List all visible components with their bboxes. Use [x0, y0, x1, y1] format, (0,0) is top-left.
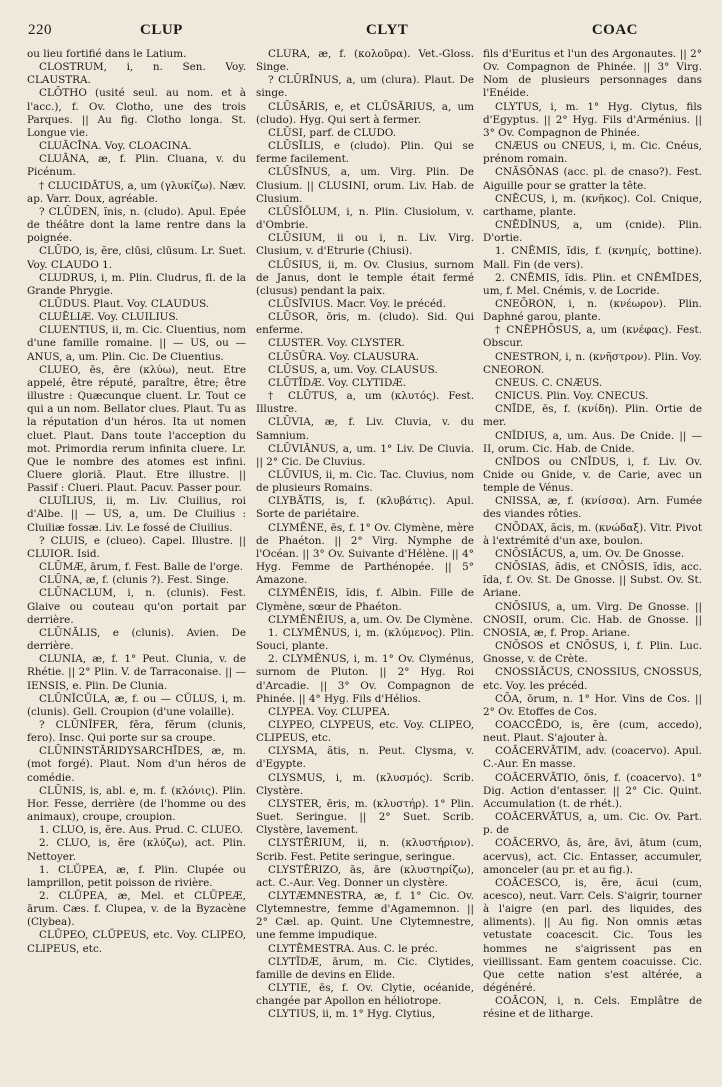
dictionary-entry: CLŪDUS. Plaut. Voy. CLAUDUS.: [39, 297, 210, 310]
dictionary-entry: CLŪVIĀNUS, a, um. 1° Liv. De Cluvia. || 2° Cic. De Cluvius.: [256, 442, 474, 468]
dictionary-entry: CLUĪLIUS, ii, m. Liv. Cluilius, roi d'Albe. || — US, a, um. De Cluilius : Cluiliæ fossæ. Liv. Le fossé de Cluilius.: [27, 495, 246, 534]
dictionary-entry: CNEŌRON, i, n. (κνέωρον). Plin. Daphné garou, plante.: [483, 297, 702, 324]
dictionary-entry: CLŪNĬCŬLA, æ, f. ou — CŬLUS, i, m. (clunis). Gell. Croupion (d'une volaille).: [27, 692, 246, 718]
dictionary-entry: CNŌDAX, ăcis, m. (κνώδαξ). Vitr. Pivot à l'extrémité d'un axe, boulon.: [483, 521, 702, 547]
dictionary-entry: CNŌSOS et CNŌSUS, i, f. Plin. Luc. Gnosse, v. de Crète.: [483, 640, 702, 666]
dictionary-entry: 2. CLUO, is, ĕre (κλύζω), act. Plin. Nettoyer.: [27, 837, 246, 863]
dictionary-entry: CLYTĬDÆ, ārum, m. Cic. Clytides, famille de devins en Elide.: [256, 955, 474, 981]
dictionary-entry: CLŪSĪVIUS. Macr. Voy. le précéd.: [268, 297, 446, 310]
dictionary-entry: CNOSSIĂCUS, CNOSSIUS, CNOSSUS, etc. Voy. les précéd.: [483, 666, 702, 692]
dictionary-entry: CNĬDIUS, a, um. Aus. De Cnide. || — II, orum. Cic. Hab. de Cnide.: [483, 429, 702, 455]
dictionary-entry: CLYSTĒRIZO, ās, āre (κλυστηρίζω), act. C.-Aur. Veg. Donner un clystère.: [256, 863, 474, 889]
dictionary-entry: CLŪSŪRA. Voy. CLAUSURA.: [268, 350, 419, 363]
dictionary-entry: CNISSA, æ, f. (κνίσσα). Arn. Fumée des viandes rôties.: [483, 495, 702, 521]
dictionary-entry: CLUSTER. Voy. CLYSTER.: [268, 337, 405, 350]
dictionary-entry: CNŌSIAS, ădis, et CNŌSIS, ĭdis, acc. ĭda, f. Ov. St. De Gnosse. || Subst. Ov. St. Ariane.: [483, 561, 702, 600]
dictionary-entry: CLUENTIUS, ii, m. Cic. Cluentius, nom d'une famille romaine. || — US, ou — ANUS, a, um. Plin. Cic. De Cluentius.: [27, 324, 246, 363]
dictionary-entry: CLYPEA. Voy. CLUPEA.: [268, 705, 391, 718]
dictionary-entry: CLŬPEO, CLŬPEUS, etc. Voy. CLIPEO, CLIPEUS, etc.: [27, 929, 246, 955]
dictionary-entry: CLYTÆMNESTRA, æ, f. 1° Cic. Ov. Clytemnestre, femme d'Agamemnon. || 2° Cæl. ap. Quint. Une Clytemnestre, une femme impudique.: [256, 890, 474, 942]
dictionary-entry: CLYPEO, CLYPEUS, etc. Voy. CLIPEO, CLIPEUS, etc.: [256, 718, 474, 745]
dictionary-entry: CNĂSŌNAS (acc. pl. de cnaso?). Fest. Aiguille pour se gratter la tête.: [483, 166, 702, 192]
column-3: [483, 48, 702, 1068]
dictionary-entry: CLŪVIUS, ii, m. Cic. Tac. Cluvius, nom de plusieurs Romains.: [256, 469, 474, 495]
dictionary-entry: † CNĒPHŌSUS, a, um (κνέφας). Fest. Obscur.: [483, 324, 702, 350]
dictionary-entry: CLŪDO, is, ĕre, clūsi, clūsum. Lr. Suet. Voy. CLAUDO 1.: [27, 245, 246, 271]
dictionary-entry: ? CLŪDEN, ĭnis, n. (cludo). Apul. Epée de théâtre dont la lame rentre dans la poignée.: [27, 205, 246, 245]
dictionary-entry: COACCĒDO, is, ĕre (cum, accedo), neut. Plaut. S'ajouter à.: [483, 718, 702, 745]
dictionary-entry: CNĪDE, ēs, f. (κνίδη). Plin. Ortie de mer.: [483, 403, 702, 429]
dictionary-entry: ou lieu fortifié dans le Latium.: [27, 48, 187, 60]
dictionary-entry: 1. CLŬPEA, æ, f. Plin. Clupée ou lamprillon, petit poisson de rivière.: [27, 863, 246, 889]
dictionary-entry: CLŪMÆ, ārum, f. Fest. Balle de l'orge.: [39, 561, 244, 574]
column-2: [256, 48, 474, 1068]
dictionary-entry: CLŪNĀLIS, e (clunis). Avien. De derrière.: [27, 626, 246, 653]
dictionary-entry: CNÆUS ou CNEUS, i, m. Cic. Cnéus, prénom romain.: [483, 140, 702, 166]
dictionary-entry: CLŪNA, æ, f. (clunis ?). Fest. Singe.: [39, 574, 230, 587]
dictionary-entry: CLYTIE, ēs, f. Ov. Clytie, océanide, changée par Apollon en héliotrope.: [256, 982, 474, 1008]
dictionary-entry: CLYBĂTIS, is, f. (κλυβάτις). Apul. Sorte de pariétaire.: [256, 495, 474, 521]
dictionary-entry: CLŪSIUS, ii, m. Ov. Clusius, surnom de Janus, dont le temple était fermé (clusus) pendant la paix.: [256, 258, 474, 297]
dictionary-entry: 1. CLYMĔNUS, i, m. (κλύμενος). Plin. Souci, plante.: [256, 626, 474, 653]
dictionary-entry: CLYMĔNĒIUS, a, um. Ov. De Clymène.: [268, 613, 473, 626]
dictionary-entry: CLŪSĬŎLUM, i, n. Plin. Clusiolum, v. d'Ombrie.: [256, 205, 474, 232]
dictionary-entry: CLYSTĒRIUM, ii, n. (κλυστήριον). Scrib. Fest. Petite seringue, seringue.: [256, 837, 474, 863]
dictionary-entry: CLYMĔNE, ēs, f. 1° Ov. Clymène, mère de Phaéton. || 2° Virg. Nymphe de l'Océan. || 3° Ov. Suivante d'Hélène. || 4° Hyg. Femme de Parthénopée. || 5° Amazone.: [256, 521, 474, 587]
dictionary-entry: fils d'Euritus et l'un des Argonautes. || 2° Ov. Compagnon de Phinée. || 3° Virg. Nom de plusieurs personnages dans l'Enéide.: [483, 48, 702, 100]
dictionary-entry: CNĒDĬNUS, a, um (cnide). Plin. D'ortie.: [483, 219, 702, 245]
dictionary-entry: CLYTIUS, ii, m. 1° Hyg. Clytius,: [268, 1008, 436, 1021]
dictionary-entry: COĀCERVĀTIM, adv. (coacervo). Apul. C.-Aur. En masse.: [483, 745, 702, 771]
running-head-center: CLYT: [366, 22, 409, 38]
dictionary-entry: CLŪSIUM, ii ou i, n. Liv. Virg. Clusium, v. d'Etrurie (Chiusi).: [256, 232, 474, 258]
dictionary-entry: CLYSMUS, i, m. (κλυσμός). Scrib. Clystère.: [256, 771, 474, 797]
dictionary-entry: CLŪSĀRIS, e, et CLŪSĀRIUS, a, um (cludo). Hyg. Qui sert à fermer.: [256, 100, 474, 126]
page-number: 220: [28, 22, 52, 38]
running-head-left: CLUP: [140, 22, 183, 38]
dictionary-entry: COĀCERVO, ās, āre, āvi, ātum (cum, acervus), act. Cic. Entasser, accumuler, amonceler (au pr. et au fig.).: [483, 837, 702, 876]
page-header: [28, 22, 700, 42]
dictionary-entry: CLYTUS, i, m. 1° Hyg. Clytus, fils d'Egyptus. || 2° Hyg. Fils d'Arménius. || 3° Ov. Compagnon de Phinée.: [483, 100, 702, 139]
dictionary-entry: COĀCESCO, is, ĕre, ăcui (cum, acesco), neut. Varr. Cels. S'aigrir, tourner à l'aigre (en parl. des liquides, des aliments). || Au fig. Non omnis ætas vetustate coacescit. Cic. Tous les hommes ne s'aigrissent pas en vieillissant. Eam gentem coacuisse. Cic. Que cette nation s'est altérée, a dégénéré.: [483, 876, 702, 995]
dictionary-entry: CLYSTER, ēris, m. (κλυστήρ). 1° Plin. Suet. Seringue. || 2° Suet. Scrib. Clystère, lavement.: [256, 797, 474, 837]
dictionary-entry: CLUNIA, æ, f. 1° Peut. Clunia, v. de Rhétie. || 2° Plin. V. de Tarraconaise. || — IENSIS, e. Plin. De Clunia.: [27, 653, 246, 692]
dictionary-entry: 1. CLUO, is, ĕre. Aus. Prud. C. CLUEO.: [39, 824, 243, 837]
column-1: [27, 48, 246, 1068]
dictionary-entry: 2. CLYMĔNUS, i, m. 1° Ov. Clyménus, surnom de Pluton. || 2° Hyg. Roi d'Arcadie. || 3° Ov. Compagnon de Phinée. || 4° Hyg. Fils d'Hélios.: [256, 653, 474, 705]
dictionary-entry: CLŪSI, parf. de CLUDO.: [268, 126, 397, 139]
dictionary-entry: CLYMĔNĒIS, ĭdis, f. Albin. Fille de Clymène, sœur de Phaéton.: [256, 587, 474, 613]
dictionary-entry: CNESTRON, i, n. (κνῆστρον). Plin. Voy. CNEORON.: [483, 350, 702, 376]
dictionary-entry: CLUEO, ēs, ēre (κλύω), neut. Etre appelé, être réputé, paraître, être; être illustre : Quæcunque cluent. Lr. Tout ce qui a un nom. Bellator clues. Plaut. Tu as la réputation d'un héros. Ita ut nomen cluet. Plaut. Dans toute l'acception du mot. Primordia rerum infinita cluere. Lr. Que le nombre des atomes est infini. Cluere gloriā. Plaut. Etre illustre. || Passif : Clueri. Plaut. Pacuv. Passer pour.: [27, 363, 246, 495]
dictionary-entry: CLYSMA, ătis, n. Peut. Clysma, v. d'Egypte.: [256, 745, 474, 771]
dictionary-entry: ? CLUIS, e (clueo). Capel. Illustre. || CLUIOR. Isid.: [27, 534, 246, 560]
dictionary-entry: COĀCERVĀTIO, ōnis, f. (coacervo). 1° Dig. Action d'entasser. || 2° Cic. Quint. Accumulation (t. de rhét.).: [483, 771, 702, 810]
dictionary-entry: CLŪSĪNUS, a, um. Virg. Plin. De Clusium. || CLUSINI, orum. Liv. Hab. de Clusium.: [256, 166, 474, 205]
dictionary-entry: † CLŪTUS, a, um (κλυτός). Fest. Illustre.: [256, 390, 474, 416]
dictionary-entry: ? CLŪRĪNUS, a, um (clura). Plaut. De singe.: [256, 74, 474, 100]
dictionary-entry: ? CLŪNĬFER, fĕra, fĕrum (clunis, fero). Insc. Qui porte sur sa croupe.: [27, 718, 246, 745]
dictionary-entry: CLŪVIA, æ, f. Liv. Cluvia, v. du Samnium.: [256, 416, 474, 442]
dictionary-entry: CLŪRA, æ, f. (κολοῦρα). Vet.-Gloss. Singe.: [256, 48, 474, 74]
dictionary-entry: CNEUS. C. CNÆUS.: [495, 376, 603, 389]
dictionary-entry: CLŪSUS, a, um. Voy. CLAUSUS.: [268, 363, 438, 376]
dictionary-entry: CLŪNINSTĀRIDYSARCHĪDES, æ, m. (mot forgé). Plaut. Nom d'un héros de comédie.: [27, 745, 246, 784]
dictionary-entry: CNĬDOS ou CNĬDUS, i, f. Liv. Ov. Cnide ou Gnide, v. de Carie, avec un temple de Vénus.: [483, 455, 702, 495]
dictionary-entry: 1. CNĒMIS, ĭdis, f. (κνημίς, bottine). Mall. Fin (de vers).: [483, 245, 702, 271]
dictionary-entry: CNĒCUS, i, m. (κνῆκος). Col. Cnique, carthame, plante.: [483, 192, 702, 218]
dictionary-entry: 2. CLŬPEA, æ, Mel. et CLŬPEÆ, ārum. Cæs. f. Clupea, v. de la Byzacène (Clybea).: [27, 890, 246, 929]
dictionary-entry: † CLUCIDĀTUS, a, um (γλυκίζω). Næv. ap. Varr. Doux, agréable.: [27, 179, 246, 205]
dictionary-entry: CLŪSOR, ōris, m. (cludo). Sid. Qui enferme.: [256, 311, 474, 337]
dictionary-entry: CNŌSIUS, a, um. Virg. De Gnosse. || CNOSII, orum. Cic. Hab. de Gnosse. || CNOSIA, æ, f. Prop. Ariane.: [483, 600, 702, 639]
dictionary-entry: CNŌSIĂCUS, a, um. Ov. De Gnosse.: [495, 547, 685, 560]
dictionary-entry: CLUĀNA, æ, f. Plin. Cluana, v. du Picénum.: [27, 153, 246, 179]
dictionary-entry: COĀCERVĀTUS, a, um. Cic. Ov. Part. p. de: [483, 811, 702, 837]
dictionary-entry: CLŪNACLUM, i, n. (clunis). Fest. Glaive ou couteau qu'on portait par derrière.: [27, 587, 246, 626]
dictionary-entry: CŌA, ōrum, n. 1° Hor. Vins de Cos. || 2° Ov. Etoffes de Cos.: [483, 692, 702, 718]
dictionary-entry: CLUDRUS, i, m. Plin. Cludrus, fl. de la Grande Phrygie.: [27, 271, 246, 297]
dictionary-entry: COĀCON, i, n. Cels. Emplâtre de résine et de litharge.: [483, 995, 702, 1021]
dictionary-entry: CLŪTĬDÆ. Voy. CLYTIDÆ.: [268, 376, 406, 389]
running-head-right: COAC: [591, 22, 638, 38]
dictionary-entry: CLYTĒMESTRA. Aus. C. le préc.: [268, 942, 438, 955]
dictionary-entry: CNICUS. Plin. Voy. CNECUS.: [495, 390, 649, 403]
dictionary-entry: CLOSTRUM, i, n. Sen. Voy. CLAUSTRA.: [27, 61, 246, 87]
dictionary-entry: CLŪSĬLIS, e (cludo). Plin. Qui se ferme facilement.: [256, 140, 474, 166]
dictionary-entry: CLUĒLIÆ. Voy. CLUILIUS.: [39, 311, 179, 324]
dictionary-entry: CLUĀCĪNA. Voy. CLOACINA.: [39, 140, 192, 153]
dictionary-entry: 2. CNĒMIS, ĭdis. Plin. et CNĒMĪDES, um, f. Mel. Cnémis, v. de Locride.: [483, 271, 702, 297]
dictionary-entry: CLŪNIS, is, abl. e, m. f. (κλόνις). Plin. Hor. Fesse, derrière (de l'homme ou des animaux), croupe, croupion.: [27, 784, 246, 824]
dictionary-entry: CLŌTHO (usité seul. au nom. et à l'acc.), f. Ov. Clotho, une des trois Parques. || Au fig. Clotho longa. St. Longue vie.: [27, 87, 246, 139]
